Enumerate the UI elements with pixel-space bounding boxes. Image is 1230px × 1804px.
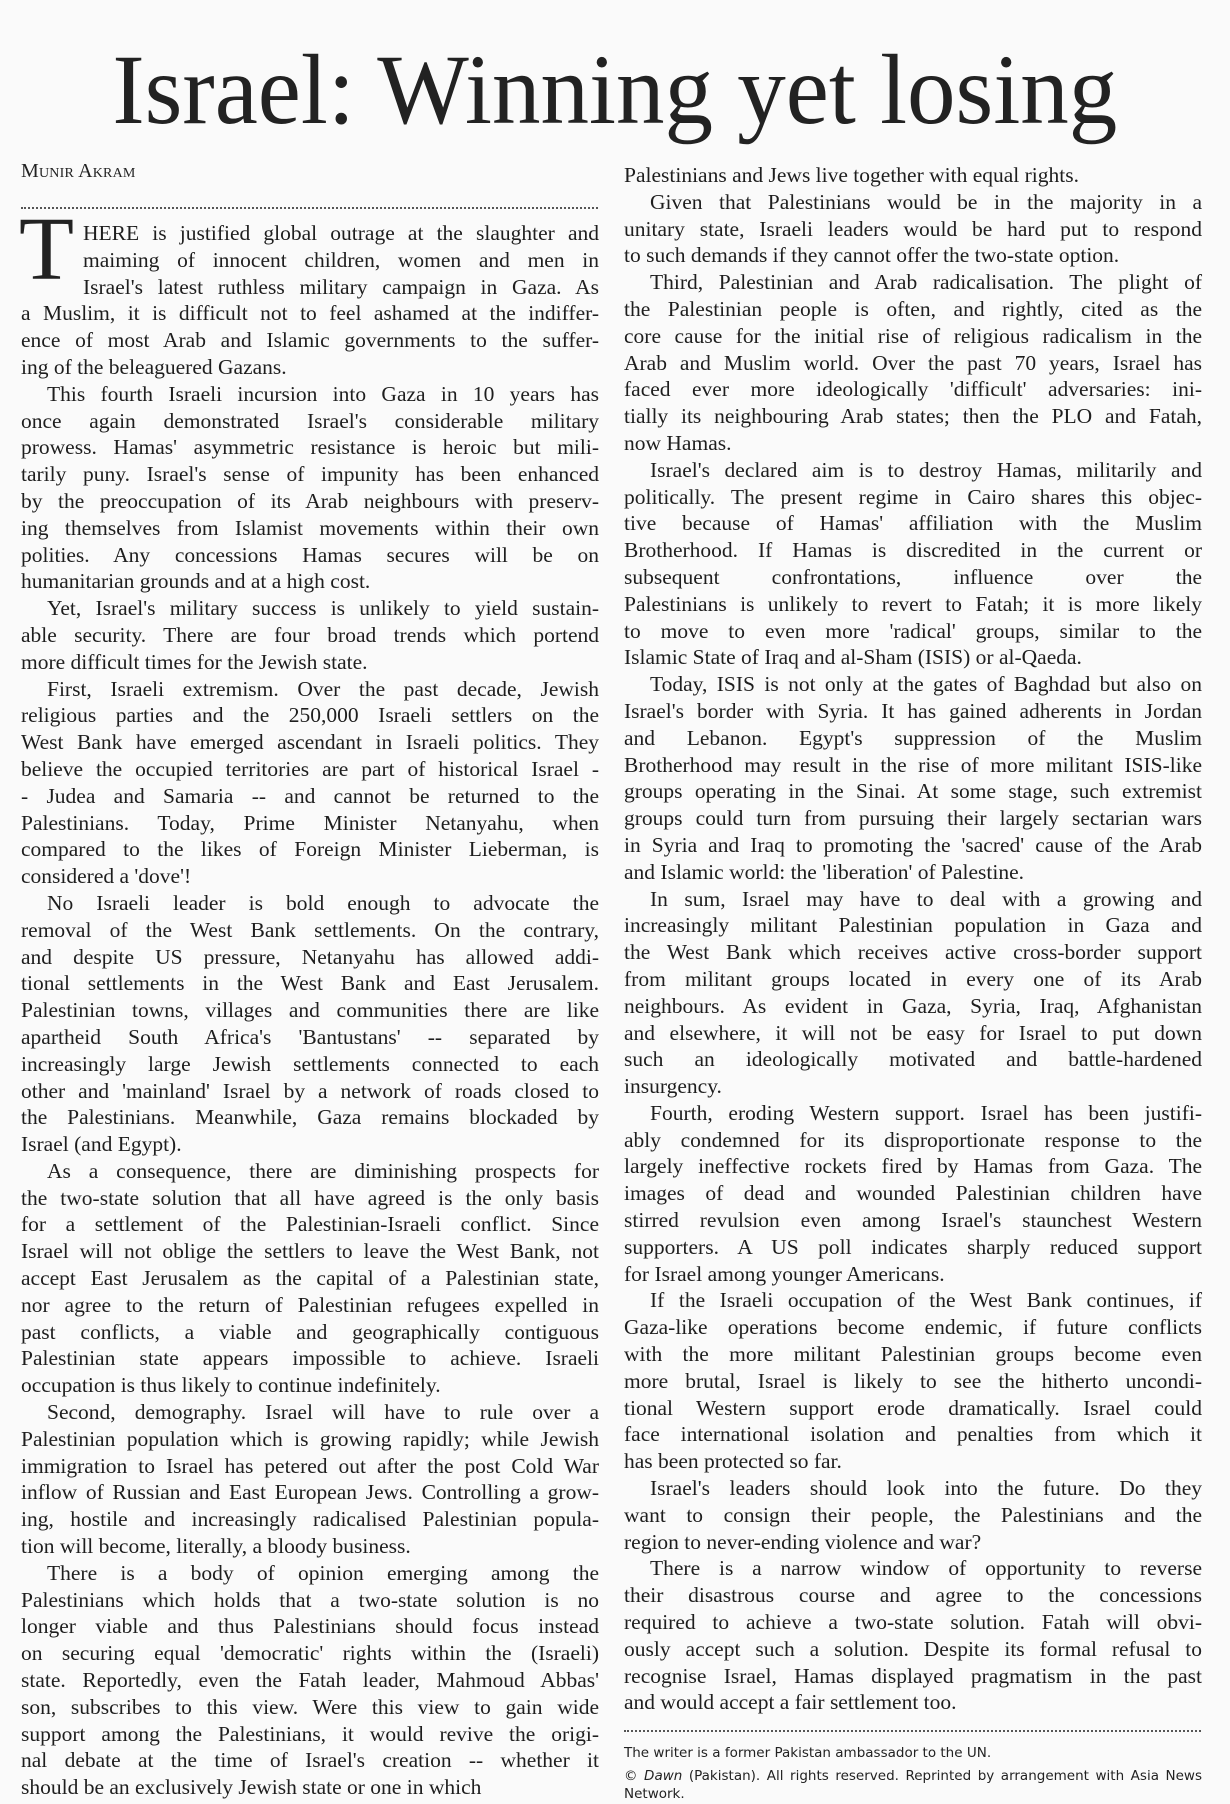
text-line-content: ing of the beleaguered Gazans. (21, 354, 287, 379)
text-line (624, 537, 1202, 564)
text-line-content: past conflicts, a viable and geographically contiguous (21, 1319, 599, 1344)
author-byline: Munir Akram (21, 160, 136, 182)
text-line (21, 1747, 599, 1774)
text-line (21, 1292, 599, 1319)
text-line-content: Palestinians. Today, Prime Minister Netanyahu, when (21, 810, 599, 835)
text-line-content: Palestinians is unlikely to revert to Fatah; it is more likely (624, 591, 1202, 616)
text-line (21, 1319, 599, 1346)
text-line (624, 457, 1202, 484)
text-line (21, 1238, 599, 1265)
text-line-content: Yet, Israel's military success is unlikely to yield sustain- (47, 596, 599, 621)
text-line-content: state. Reportedly, even the Fatah leader, Mahmoud Abbas' (21, 1668, 599, 1693)
text-line-content: the Palestinian people is often, and rightly, cited as the (624, 296, 1202, 321)
text-line (21, 1694, 599, 1721)
text-line-content: and despite US pressure, Netanyahu has allowed addi- (21, 944, 599, 969)
text-line-content: supporters. A US poll indicates sharply reduced support (624, 1234, 1202, 1259)
text-line-content: faced ever more ideologically 'difficult' adversaries: ini- (624, 377, 1202, 402)
text-line-content: considered a 'dove'! (21, 864, 192, 889)
text-line-content: nal debate at the time of Israel's creation -- whether it (21, 1748, 599, 1773)
text-line-content: inflow of Russian and East European Jews. Controlling a grow- (21, 1480, 599, 1505)
text-line (21, 515, 599, 542)
text-line (21, 1265, 599, 1292)
text-line (21, 944, 599, 971)
text-line (624, 350, 1202, 377)
text-line-content: once again demonstrated Israel's considerable military (21, 408, 599, 433)
text-line (624, 1421, 1202, 1448)
text-line-content: No Israeli leader is bold enough to advocate the (47, 890, 599, 915)
text-line-content: Israel will not oblige the settlers to leave the West Bank, not (21, 1239, 599, 1264)
text-line (624, 1073, 1202, 1100)
text-line (624, 216, 1202, 243)
text-line-content: should be an exclusively Jewish state or one in which (21, 1775, 482, 1800)
text-line-content: core cause for the initial rise of religious radicalism in the (624, 323, 1202, 348)
text-line (624, 939, 1202, 966)
text-line-content: Brotherhood may result in the rise of more militant ISIS-like (624, 752, 1202, 777)
copyright-notice (624, 1767, 1202, 1803)
text-line (624, 1100, 1202, 1127)
text-line (624, 752, 1202, 779)
text-line-content: There is a body of opinion emerging among the (47, 1560, 599, 1585)
text-line-content: and elsewhere, it will not be easy for Israel to put down (624, 1020, 1202, 1045)
text-line (624, 1689, 1202, 1716)
text-line (21, 756, 599, 783)
text-line (624, 1555, 1202, 1582)
text-line-content: polities. Any concessions Hamas secures will be on (21, 542, 599, 567)
text-line-content: and Islamic world: the 'liberation' of Palestine. (624, 859, 1025, 884)
text-line (624, 1341, 1202, 1368)
text-line-content: has been protected so far. (624, 1449, 842, 1474)
text-line-content: want to consign their people, the Palestinians and the (624, 1502, 1202, 1527)
text-line-content: more difficult times for the Jewish state. (21, 649, 368, 674)
text-line-content: groups operating in the Sinai. At some stage, such extremist (624, 779, 1202, 804)
text-line (21, 890, 599, 917)
text-line (21, 434, 599, 461)
text-line-content: ing, hostile and increasingly radicalised Palestinian popula- (21, 1507, 599, 1532)
text-line (21, 1372, 599, 1399)
text-line-content: a Muslim, it is difficult not to feel ashamed at the indiffer- (21, 301, 599, 326)
text-line (21, 1051, 599, 1078)
text-line (21, 622, 599, 649)
text-line (624, 1180, 1202, 1207)
text-line (21, 729, 599, 756)
text-line (624, 1582, 1202, 1609)
text-line (21, 1613, 599, 1640)
text-line (624, 1287, 1202, 1314)
text-line (624, 1475, 1202, 1502)
text-line (624, 886, 1202, 913)
text-line-content: Islamic State of Iraq and al-Sham (ISIS) or al-Qaeda. (624, 645, 1082, 670)
text-line-content: for a settlement of the Palestinian-Israeli conflict. Since (21, 1212, 599, 1237)
text-line (624, 1395, 1202, 1422)
text-line-content: on securing equal 'democratic' rights within the (Israeli) (21, 1641, 599, 1666)
text-line (624, 1314, 1202, 1341)
byline-divider (21, 207, 598, 209)
text-line (624, 993, 1202, 1020)
text-line (21, 1479, 599, 1506)
text-line-content: such an ideologically motivated and battle-hardened (624, 1047, 1202, 1072)
text-line-content: groups could turn from pursuing their largely sectarian wars (624, 806, 1202, 831)
text-line-content: First, Israeli extremism. Over the past decade, Jewish (47, 676, 599, 701)
text-line (624, 1529, 1202, 1556)
text-line (21, 1131, 599, 1158)
text-line (624, 1448, 1202, 1475)
text-line-content: tarily puny. Israel's sense of impunity has been enhanced (21, 462, 599, 487)
text-line (21, 300, 599, 327)
text-line (624, 376, 1202, 403)
text-line-content: Given that Palestinians would be in the majority in a (650, 189, 1202, 214)
text-line-content: Palestinians and Jews live together with equal rights. (624, 163, 1079, 187)
text-line-content: Palestinian population which is growing rapidly; while Jewish (21, 1426, 599, 1451)
text-line (21, 997, 599, 1024)
text-line (21, 568, 599, 595)
text-line-content: religious parties and the 250,000 Israeli settlers on the (21, 703, 599, 728)
text-line-content: tive because of Hamas' affiliation with the Muslim (624, 511, 1202, 536)
text-line-content: son, subscribes to this view. Were this view to gain wide (21, 1694, 599, 1719)
text-line-content: ously accept such a solution. Despite its formal refusal to (624, 1636, 1202, 1661)
text-line (624, 1153, 1202, 1180)
text-line-content: maiming of innocent children, women and men in (83, 247, 599, 272)
text-line (624, 912, 1202, 939)
text-line-content: HERE is justified global outrage at the slaughter and (83, 221, 599, 245)
text-line-content: Israel's border with Syria. It has gained adherents in Jordan (624, 698, 1202, 723)
text-line (624, 510, 1202, 537)
text-line-content: This fourth Israeli incursion into Gaza in 10 years has (47, 381, 599, 406)
text-line (624, 1234, 1202, 1261)
text-line (21, 783, 599, 810)
text-line (21, 327, 599, 354)
text-line (21, 381, 599, 408)
text-line (624, 323, 1202, 350)
text-line-content: face international isolation and penalties from which it (624, 1422, 1202, 1447)
article-column-left (21, 220, 599, 1801)
text-line (624, 484, 1202, 511)
text-line-content: the two-state solution that all have agreed is the only basis (21, 1185, 599, 1210)
text-line-content: Israel's declared aim is to destroy Hamas, militarily and (650, 457, 1202, 482)
text-line-content: humanitarian grounds and at a high cost. (21, 569, 371, 594)
text-line-content: If the Israeli occupation of the West Bank continues, if (650, 1288, 1202, 1313)
text-line (21, 408, 599, 435)
text-line-content: ence of most Arab and Islamic governments to the suffer- (21, 328, 599, 353)
text-line (624, 1207, 1202, 1234)
text-line (21, 1399, 599, 1426)
text-line-content: other and 'mainland' Israel by a network of roads closed to (21, 1078, 599, 1103)
text-line-content: increasingly large Jewish settlements connected to each (21, 1051, 599, 1076)
copyright-text: (Pakistan). All rights reserved. Reprinted by arrangement with Asia News Network. (624, 1768, 1202, 1802)
text-line (21, 1533, 599, 1560)
text-line-content: the Palestinians. Meanwhile, Gaza remains blockaded by (21, 1105, 599, 1130)
text-line (21, 461, 599, 488)
text-line-content: Second, demography. Israel will have to rule over a (47, 1400, 599, 1425)
text-line-content: apartheid South Africa's 'Bantustans' -- separated by (21, 1024, 599, 1049)
text-line-content: largely ineffective rockets fired by Hamas from Gaza. The (624, 1154, 1202, 1179)
text-line-content: with the more militant Palestinian groups become even (624, 1342, 1202, 1367)
text-line (21, 274, 599, 301)
text-line (624, 269, 1202, 296)
text-line (21, 1560, 599, 1587)
text-line-content: Palestinian state appears impossible to achieve. Israeli (21, 1346, 599, 1371)
text-line-content: by the preoccupation of its Arab neighbours with preserv- (21, 488, 599, 513)
text-line (624, 805, 1202, 832)
text-line-content: Today, ISIS is not only at the gates of Baghdad but also on (650, 672, 1202, 697)
text-line (21, 1078, 599, 1105)
text-line-content: in Syria and Iraq to promoting the 'sacred' cause of the Arab (624, 832, 1202, 857)
text-line (624, 1368, 1202, 1395)
text-line (624, 189, 1202, 216)
text-line (624, 832, 1202, 859)
text-line (624, 1127, 1202, 1154)
text-line (624, 966, 1202, 993)
text-line (624, 1663, 1202, 1690)
text-line-content: nor agree to the return of Palestinian refugees expelled in (21, 1292, 599, 1317)
text-line (624, 778, 1202, 805)
text-line-content: the West Bank which receives active cross-border support (624, 940, 1202, 965)
text-line (624, 644, 1202, 671)
text-line-content: stirred revulsion even among Israel's staunchest Western (624, 1208, 1202, 1233)
text-line-content: longer viable and thus Palestinians should focus instead (21, 1614, 599, 1639)
text-line-content: Arab and Muslim world. Over the past 70 years, Israel has (624, 350, 1202, 375)
text-line-content: politically. The present regime in Cairo shares this objec- (624, 484, 1202, 509)
text-line (624, 1636, 1202, 1663)
text-line-content: and would accept a fair settlement too. (624, 1690, 957, 1715)
text-line (624, 1261, 1202, 1288)
text-line-content: Israel (and Egypt). (21, 1132, 182, 1157)
text-line (624, 591, 1202, 618)
text-line-content: and Lebanon. Egypt's suppression of the Muslim (624, 725, 1202, 750)
text-line-content: unitary state, Israeli leaders would be hard put to respond (624, 216, 1202, 241)
text-line (21, 354, 599, 381)
text-line-content: prowess. Hamas' asymmetric resistance is heroic but mili- (21, 435, 599, 460)
article-column-right (624, 162, 1202, 1716)
text-line (21, 810, 599, 837)
text-line (21, 836, 599, 863)
text-line (21, 1587, 599, 1614)
text-line (624, 725, 1202, 752)
text-line-content: West Bank have emerged ascendant in Israeli politics. They (21, 730, 599, 755)
text-line-content: recognise Israel, Hamas displayed pragmatism in the past (624, 1663, 1202, 1688)
text-line (21, 220, 599, 247)
text-line-content: from militant groups located in every one of its Arab (624, 966, 1202, 991)
text-line-content: removal of the West Bank settlements. On the contrary, (21, 917, 599, 942)
text-line-content: compared to the likes of Foreign Minister Lieberman, is (21, 837, 599, 862)
text-line-content: believe the occupied territories are part of historical Israel - (21, 756, 599, 781)
copyright-symbol: © (624, 1768, 638, 1784)
text-line (21, 542, 599, 569)
text-line-content: required to achieve a two-state solution. Fatah will obvi- (624, 1610, 1202, 1635)
text-line (21, 1345, 599, 1372)
text-line (21, 676, 599, 703)
text-line (624, 618, 1202, 645)
text-line (624, 698, 1202, 725)
text-line (624, 242, 1202, 269)
text-line-content: to such demands if they cannot offer the two-state option. (624, 243, 1120, 268)
text-line-content: Brotherhood. If Hamas is discredited in the current or (624, 538, 1202, 563)
text-line (21, 863, 599, 890)
text-line (624, 162, 1202, 189)
text-line-content: able security. There are four broad trends which portend (21, 622, 599, 647)
text-line-content: tially its neighbouring Arab states; then the PLO and Fatah, (624, 404, 1202, 429)
text-line-content: In sum, Israel may have to deal with a growing and (650, 886, 1202, 911)
text-line (21, 702, 599, 729)
text-line (21, 488, 599, 515)
text-line-content: now Hamas. (624, 430, 732, 455)
text-line-content: ably condemned for its disproportionate response to the (624, 1127, 1202, 1152)
text-line-content: ing themselves from Islamist movements within their own (21, 515, 599, 540)
text-line (624, 1046, 1202, 1073)
text-line-content: tion will become, literally, a bloody business. (21, 1534, 411, 1559)
text-line (21, 595, 599, 622)
text-line (21, 1024, 599, 1051)
text-line (624, 296, 1202, 323)
text-line (21, 970, 599, 997)
text-line (21, 917, 599, 944)
text-line (624, 859, 1202, 886)
text-line (21, 1774, 599, 1801)
text-line-content: insurgency. (624, 1074, 722, 1099)
text-line (21, 1426, 599, 1453)
text-line (624, 1020, 1202, 1047)
text-line-content: tional settlements in the West Bank and East Jerusalem. (21, 971, 599, 996)
text-line-content: Palestinians which holds that a two-state solution is no (21, 1587, 599, 1612)
text-line-content: Israel's leaders should look into the future. Do they (650, 1476, 1202, 1501)
text-line (21, 1211, 599, 1238)
text-line-content: to move to even more 'radical' groups, similar to the (624, 618, 1202, 643)
text-line (21, 1667, 599, 1694)
text-line (21, 1158, 599, 1185)
text-line (21, 1506, 599, 1533)
text-line (21, 1185, 599, 1212)
headline: Israel: Winning yet losing (112, 34, 1118, 145)
text-line-content: increasingly militant Palestinian population in Gaza and (624, 913, 1202, 938)
text-line-content: Gaza-like operations become endemic, if future conflicts (624, 1315, 1202, 1340)
text-line-content: accept East Jerusalem as the capital of a Palestinian state, (21, 1266, 599, 1291)
text-line (624, 564, 1202, 591)
footer-divider (624, 1730, 1201, 1732)
publication-name: Dawn (644, 1768, 683, 1784)
text-line-content: tional Western support erode dramatically. Israel could (624, 1395, 1202, 1420)
text-line-content: Third, Palestinian and Arab radicalisation. The plight of (650, 270, 1202, 295)
author-bio: The writer is a former Pakistan ambassador to the UN. (624, 1745, 992, 1761)
text-line-content: region to never-ending violence and war? (624, 1529, 982, 1554)
text-line (624, 1502, 1202, 1529)
text-line-content: images of dead and wounded Palestinian children have (624, 1181, 1202, 1206)
text-line-content: There is a narrow window of opportunity to reverse (650, 1556, 1202, 1581)
text-line-content: - Judea and Samaria -- and cannot be returned to the (21, 783, 599, 808)
text-line (21, 649, 599, 676)
text-line (21, 1453, 599, 1480)
text-line (21, 1640, 599, 1667)
text-line-content: for Israel among younger Americans. (624, 1261, 945, 1286)
text-line-content: their disastrous course and agree to the concessions (624, 1583, 1202, 1608)
text-line-content: neighbours. As evident in Gaza, Syria, Iraq, Afghanistan (624, 993, 1202, 1018)
text-line-content: support among the Palestinians, it would revive the origi- (21, 1721, 599, 1746)
text-line-content: subsequent confrontations, influence over the (624, 564, 1202, 589)
text-line-content: Israel's latest ruthless military campaign in Gaza. As (83, 274, 599, 299)
text-line-content: Palestinian towns, villages and communities there are like (21, 998, 599, 1023)
text-line (21, 1721, 599, 1748)
text-line-content: immigration to Israel has petered out after the post Cold War (21, 1453, 599, 1478)
text-line-content: more brutal, Israel is likely to see the hitherto uncondi- (624, 1368, 1202, 1393)
text-line (624, 671, 1202, 698)
text-line-content: As a consequence, there are diminishing prospects for (47, 1158, 599, 1183)
text-line-content: Fourth, eroding Western support. Israel has been justifi- (650, 1100, 1202, 1125)
text-line (21, 1104, 599, 1131)
text-line (21, 247, 599, 274)
text-line (624, 1609, 1202, 1636)
text-line (624, 403, 1202, 430)
drop-cap: T (19, 200, 74, 299)
text-line (624, 430, 1202, 457)
text-line-content: occupation is thus likely to continue indefinitely. (21, 1373, 441, 1398)
